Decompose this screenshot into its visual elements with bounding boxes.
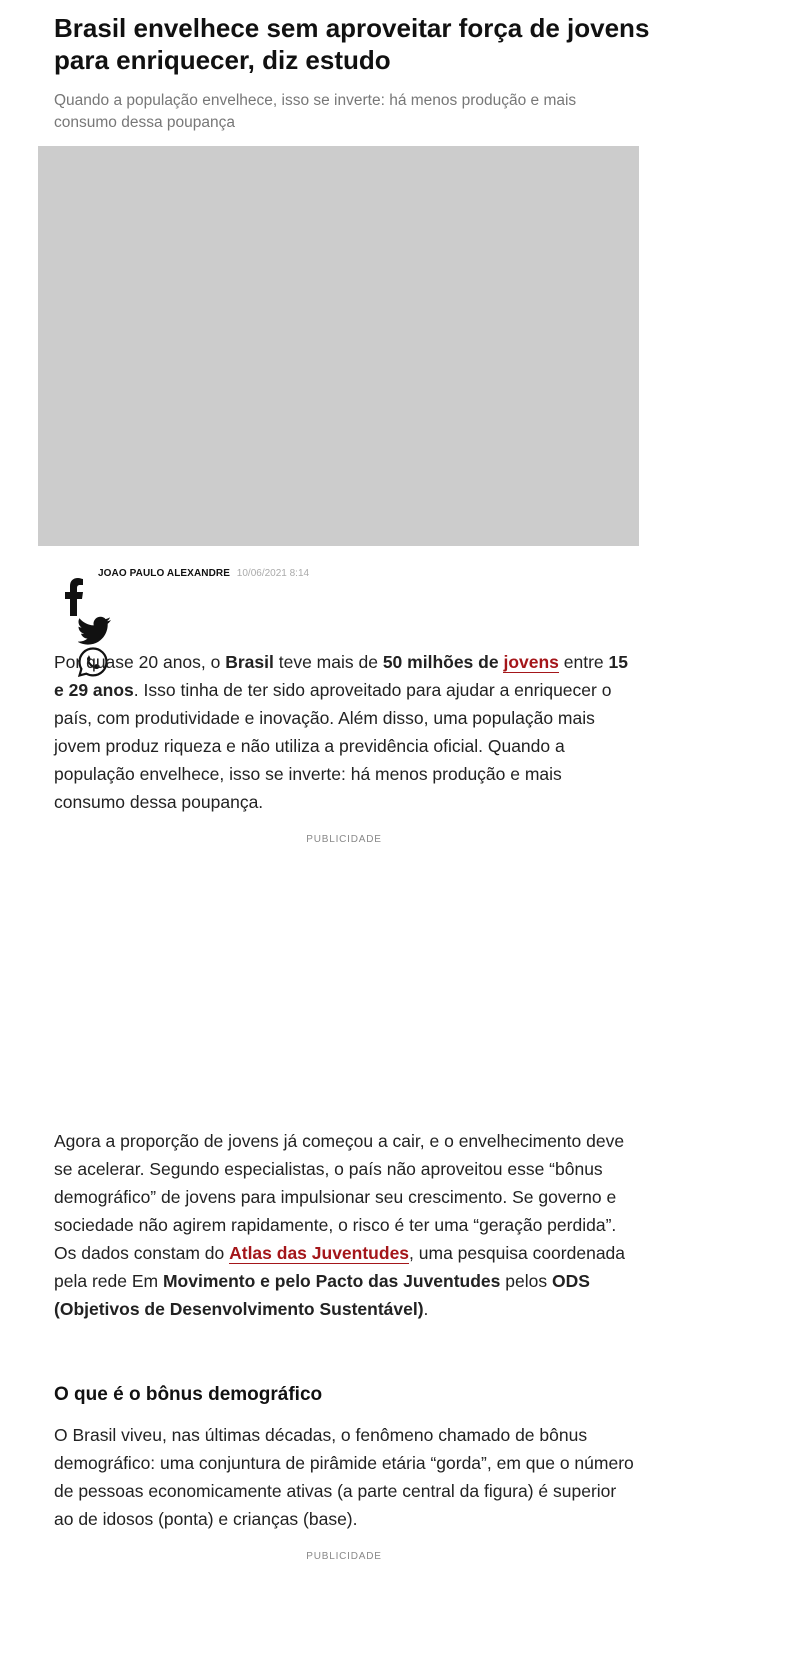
p1-text-1: Por quase 20 anos, o — [54, 652, 226, 672]
p2-text-4: . — [423, 1299, 429, 1319]
byline — [98, 567, 309, 581]
publish-date: 10/06/2021 8:14 — [236, 568, 310, 579]
p2-text-3: pelos — [500, 1271, 552, 1291]
author-name[interactable]: JOAO PAULO ALEXANDRE — [98, 568, 231, 579]
body-paragraph-1 — [54, 648, 634, 816]
article-subheadline: Quando a população envelhece, isso se inverte: há menos produção e mais consumo dessa poupança — [54, 92, 577, 131]
p1-bold-age-range: 15 e 29 anos — [54, 652, 628, 700]
p1-bold-brasil: Brasil — [225, 652, 274, 672]
body-paragraph-3: O Brasil viveu, nas últimas décadas, o fenômeno chamado de bônus demográfico: uma conjuntura de pirâmide etária “gorda”, em que o número de pessoas economicamente ativas (a parte central da figura) é superior ao de idosos (ponta) e crianças (base). — [54, 1425, 634, 1529]
p1-bold-50-milhoes: 50 milhões de — [382, 652, 499, 672]
atlas-juventudes-link[interactable]: Atlas das Juventudes — [229, 1243, 410, 1263]
section-heading: O que é o bônus demográfico — [54, 1384, 323, 1405]
jovens-link[interactable]: jovens — [503, 652, 559, 672]
ad-label: PUBLICIDADE — [306, 834, 382, 845]
p2-text-1: Agora a proporção de jovens já começou a cair, e o envelhecimento deve se acelerar. Segundo especialistas, o país não aproveitou esse “bônus demográfico” de jovens para impulsionar seu crescimento. Se governo e sociedade não agirem rapidamente, o risco é ter uma “geração perdida”. Os dados constam do — [54, 1131, 625, 1263]
p2-bold-ods: ODS (Objetivos de Desenvolvimento Sustentável) — [54, 1271, 590, 1319]
body-paragraph-2 — [54, 1127, 634, 1323]
twitter-icon[interactable] — [78, 616, 112, 646]
p1-text-5: . Isso tinha de ter sido aproveitado para ajudar a enriquecer o país, com produtividade e inovação. Além disso, uma população mais jovem produz riqueza e não utiliza a previdência oficial. Quando a população envelhece, isso se inverte: há menos produção e mais consumo dessa poupança. — [54, 680, 612, 812]
facebook-icon[interactable] — [64, 578, 84, 616]
p1-text-2: teve mais de — [273, 652, 383, 672]
p1-text-4: entre — [558, 652, 609, 672]
article-headline: Brasil envelhece sem aproveitar força de jovens para enriquecer, diz estudo — [54, 13, 650, 75]
p2-text-2: , uma pesquisa coordenada pela rede Em — [54, 1243, 626, 1291]
ad-label-2: PUBLICIDADE — [306, 1551, 382, 1562]
hero-image-placeholder — [38, 146, 639, 546]
p2-bold-movimento: Movimento e pelo Pacto das Juventudes — [162, 1271, 501, 1291]
